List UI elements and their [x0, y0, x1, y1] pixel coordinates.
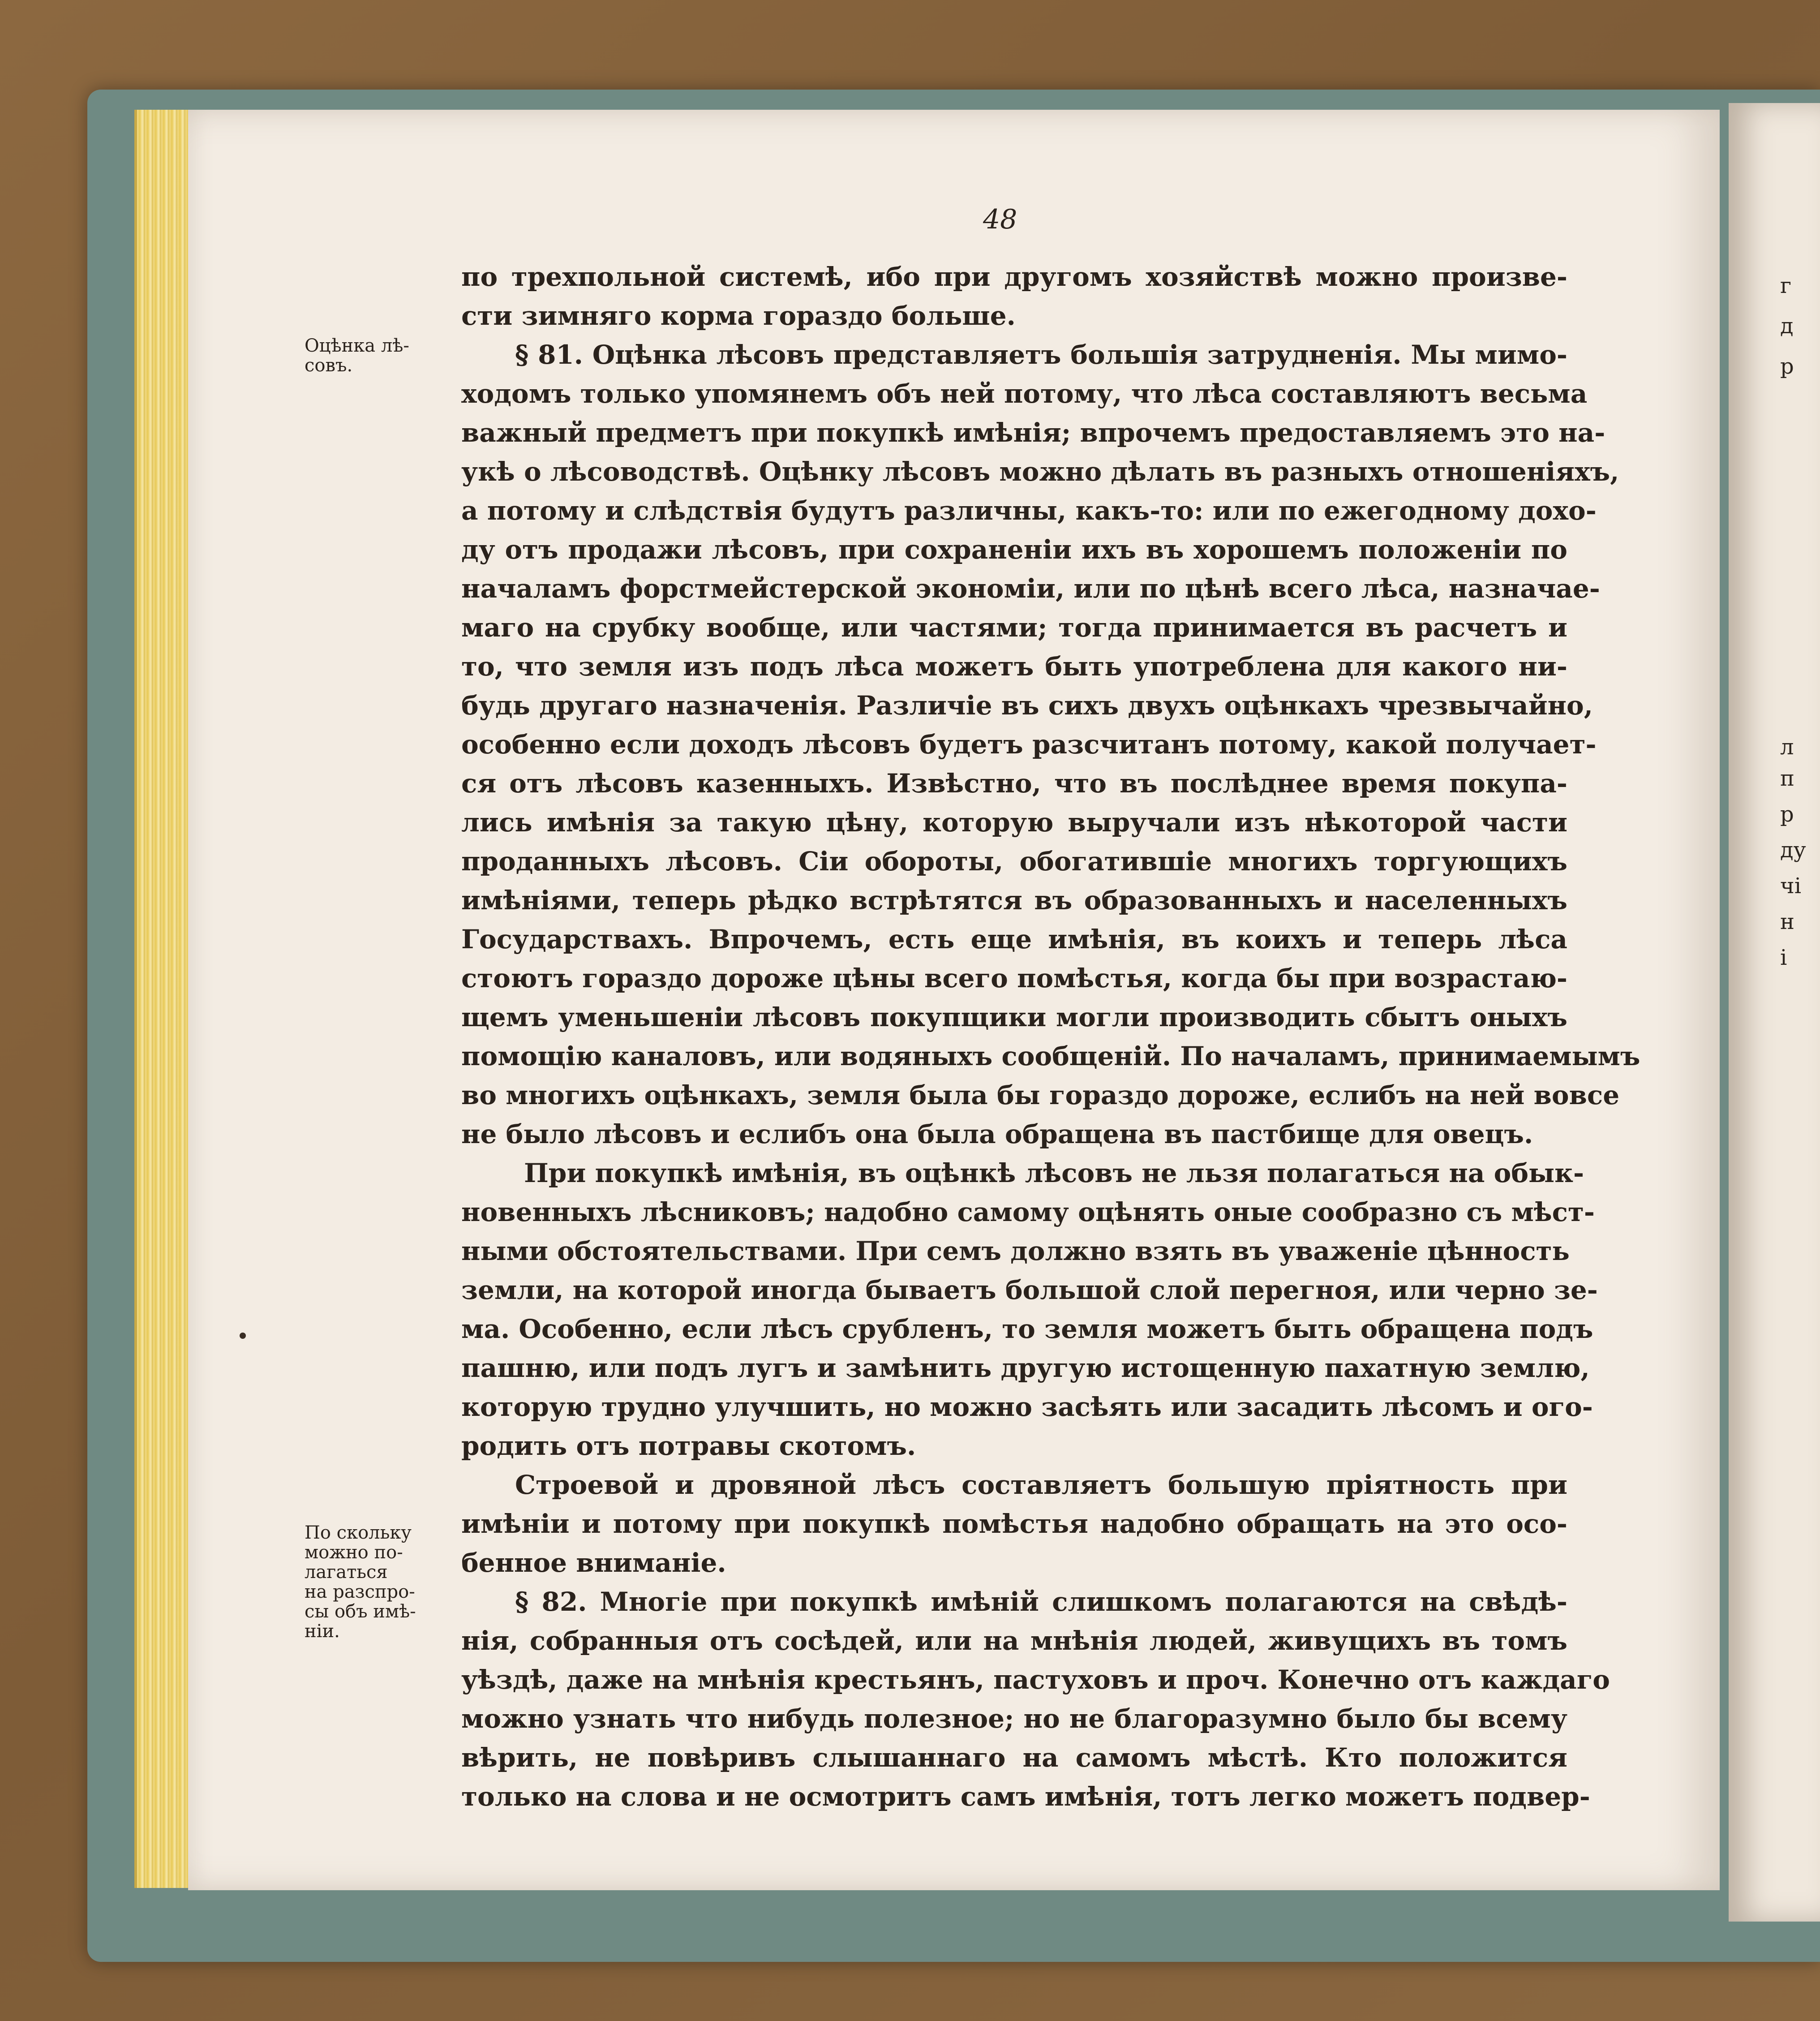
facing-page-fragment: н	[1780, 909, 1794, 934]
facing-page-fragment: л	[1780, 735, 1794, 760]
text-line: новенныхъ лѣсниковъ; надобно самому оцѣнять оные сообразно съ мѣст-	[461, 1197, 1595, 1227]
text-line: не было лѣсовъ и еслибъ она была обращена въ пастбище для овецъ.	[461, 1119, 1533, 1149]
text-line: стоютъ гораздо дороже цѣны всего помѣстья, когда бы при возрастаю-	[461, 963, 1567, 993]
text-line: пашню, или подъ лугъ и замѣнить другую истощенную пахатную землю,	[461, 1353, 1590, 1383]
margin-note-line: можно по-	[305, 1542, 403, 1563]
margin-note-forest-valuation	[305, 336, 439, 375]
text-line: по трехпольной системѣ, ибо при другомъ хозяйствѣ можно произве-	[461, 262, 1567, 292]
facing-page-fragment: р	[1780, 802, 1794, 827]
text-line: § 82. Многіе при покупкѣ имѣній слишкомъ полагаются на свѣдѣ-	[515, 1587, 1567, 1617]
margin-note-line: на разспро-	[305, 1582, 415, 1602]
text-line: бенное вниманіе.	[461, 1548, 726, 1578]
text-line: § 81. Оцѣнка лѣсовъ представляетъ большія затрудненія. Мы мимо-	[515, 340, 1567, 370]
text-line: Государствахъ. Впрочемъ, есть еще имѣнія, въ коихъ и теперь лѣса	[461, 924, 1567, 955]
body-text	[461, 258, 1640, 1816]
facing-page	[1729, 103, 1820, 1922]
facing-page-fragment: чі	[1780, 873, 1802, 899]
text-line: проданныхъ лѣсовъ. Сіи обороты, обогатившіе многихъ торгующихъ	[461, 846, 1567, 877]
facing-page-fragment: д	[1780, 314, 1794, 339]
page-edges	[134, 110, 195, 1888]
margin-note-line: ніи.	[305, 1621, 340, 1642]
text-line: Строевой и дровяной лѣсъ составляетъ большую пріятность при	[515, 1470, 1567, 1500]
text-line: ными обстоятельствами. При семъ должно взять въ уваженіе цѣнность	[461, 1236, 1570, 1266]
text-line: ся отъ лѣсовъ казенныхъ. Извѣстно, что въ послѣднее время покупа-	[461, 768, 1567, 799]
facing-page-fragment: р	[1780, 354, 1794, 379]
text-line: земли, на которой иногда бываетъ большой слой перегноя, или черно зе-	[461, 1275, 1598, 1305]
text-line: только на слова и не осмотритъ самъ имѣнія, тотъ легко можетъ подвер-	[461, 1781, 1590, 1812]
text-line: нія, собранныя отъ сосѣдей, или на мнѣнія людей, живущихъ въ томъ	[461, 1625, 1567, 1656]
text-line: особенно если доходъ лѣсовъ будетъ разсчитанъ потому, какой получает-	[461, 729, 1597, 760]
margin-note-line: По скольку	[305, 1522, 412, 1543]
text-line: началамъ форстмейстерской экономіи, или по цѣнѣ всего лѣса, назначае-	[461, 573, 1600, 604]
text-line: При покупкѣ имѣнія, въ оцѣнкѣ лѣсовъ не льзя полагаться на обык-	[524, 1158, 1584, 1188]
ink-speck	[240, 1333, 246, 1339]
text-line: уѣздѣ, даже на мнѣнія крестьянъ, пастуховъ и проч. Конечно отъ каждаго	[461, 1664, 1610, 1695]
text-line: будь другаго назначенія. Различіе въ сихъ двухъ оцѣнкахъ чрезвычайно,	[461, 690, 1593, 721]
text-line: маго на срубку вообще, или частями; тогда принимается въ расчетъ и	[461, 612, 1567, 643]
margin-note-inquiries	[305, 1523, 439, 1641]
text-line: которую трудно улучшить, но можно засѣять или засадить лѣсомъ и ого-	[461, 1392, 1593, 1422]
facing-page-fragment: ду	[1780, 838, 1806, 863]
text-line: вѣрить, не повѣривъ слышаннаго на самомъ мѣстѣ. Кто положится	[461, 1742, 1567, 1773]
margin-note-line: сы объ имѣ-	[305, 1601, 416, 1622]
facing-page-fragment: г	[1780, 273, 1792, 298]
text-line: то, что земля изъ подъ лѣса можетъ быть употреблена для какого ни-	[461, 651, 1567, 682]
margin-note-line: Оцѣнка лѣ-	[305, 335, 409, 356]
facing-page-fragment: і	[1780, 945, 1787, 970]
text-line: щемъ уменьшеніи лѣсовъ покупщики могли производить сбытъ оныхъ	[461, 1002, 1567, 1032]
text-line: родить отъ потравы скотомъ.	[461, 1431, 916, 1461]
facing-page-fragment: п	[1780, 766, 1794, 791]
text-line: сти зимняго корма гораздо больше.	[461, 301, 1016, 331]
text-line: помощію каналовъ, или водяныхъ сообщеній. По началамъ, принимаемымъ	[461, 1041, 1640, 1071]
text-line: ду отъ продажи лѣсовъ, при сохраненіи ихъ въ хорошемъ положеніи по	[461, 534, 1567, 565]
text-line: можно узнать что нибудь полезное; но не благоразумно было бы всему	[461, 1703, 1567, 1734]
text-line: ходомъ только упомянемъ объ ней потому, что лѣса составляютъ весьма	[461, 378, 1588, 409]
page-number: 48	[983, 204, 1017, 235]
text-line: ма. Особенно, если лѣсъ срубленъ, то земля можетъ быть обращена подъ	[461, 1314, 1593, 1344]
text-line: а потому и слѣдствія будутъ различны, какъ-то: или по ежегодному дохо-	[461, 495, 1597, 526]
text-line: во многихъ оцѣнкахъ, земля была бы гораздо дороже, еслибъ на ней вовсе	[461, 1080, 1620, 1110]
margin-note-line: лагаться	[305, 1562, 388, 1582]
text-line: важный предметъ при покупкѣ имѣнія; впрочемъ предоставляемъ это на-	[461, 417, 1605, 448]
margin-note-line: совъ.	[305, 355, 353, 376]
text-line: лись имѣнія за такую цѣну, которую выручали изъ нѣкоторой части	[461, 807, 1567, 838]
text-line: имѣніями, теперь рѣдко встрѣтятся въ образованныхъ и населенныхъ	[461, 885, 1567, 916]
text-line: укѣ о лѣсоводствѣ. Оцѣнку лѣсовъ можно дѣлать въ разныхъ отношеніяхъ,	[461, 456, 1619, 487]
text-line: имѣніи и потому при покупкѣ помѣстья надобно обращать на это осо-	[461, 1509, 1567, 1539]
